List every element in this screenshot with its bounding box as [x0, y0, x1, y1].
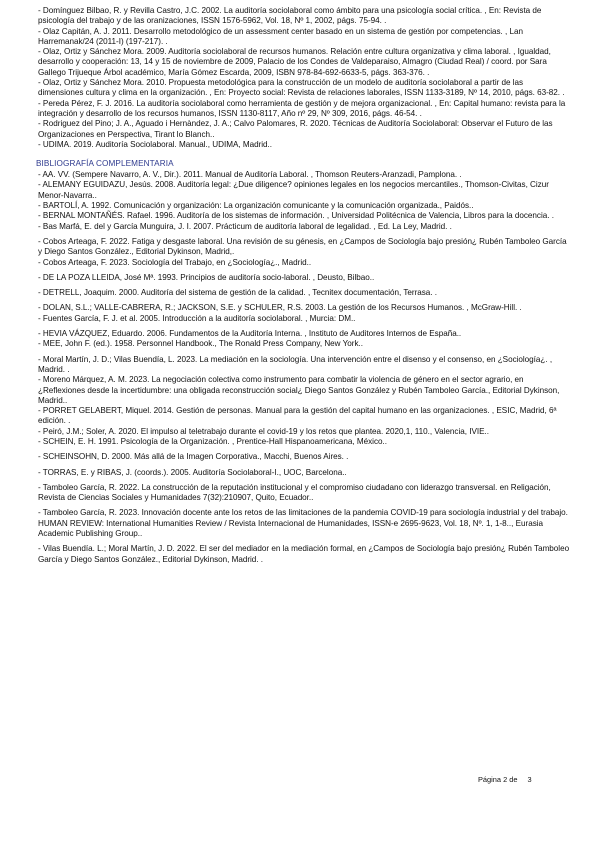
complementary-reference-entry: - Bas Marfá, E. del y García Munguira, J. I. 2007. Prácticum de auditoría laboral de legalidad. , Ed. La Ley, Madrid. . — [38, 221, 452, 231]
complementary-reference-entry: - MEE, John F. (ed.). 1958. Personnel Handbook., The Ronald Press Company, New York.. — [38, 339, 363, 349]
complementary-reference-entry: - ALEMANY EGUIDAZU, Jesús. 2008. Auditoría legal: ¿Due diligence? opiniones legales en los negocios mercantiles., Thomson-Civitas, Cizur Menor-Navarra.. — [38, 180, 549, 200]
page-total: 3 — [527, 775, 532, 784]
document-page — [38, 6, 570, 565]
reference-entry: - Olaz, Ortiz y Sánchez Mora. 2009. Auditoría sociolaboral de recursos humanos. Relación entre cultura organizativa y clima laboral. , Igualdad, desarrollo y cooperación: 13, 14 y 15 de noviembre de 2009, Palacio de los Condes de Valdeparaiso, Almagro (Ciudad Real) / coord. por Sara Gallego Trijueque Árbol académico, María Gómez Escarda, 2009, ISBN 978-84-692-6633-5, págs. 363-376. . — [38, 47, 551, 77]
complementary-reference-entry: - Tamboleo García, R. 2022. La construcción de la reputación institucional y el compromiso ciudadano con liderazgo transversal. en Religación, Revista de Ciencias Sociales y Humanidades 7(32):210907, Quito, Ecuador.. — [38, 482, 551, 503]
complementary-reference-entry: - Tamboleo García, R. 2023. Innovación docente ante los retos de las limitaciones de la pandemia COVID-19 para sociología industrial y del trabajo. HUMAN REVIEW: International Humanities Review / Revista Internacional de Humanidades, ISSN-e 2695-9623, Vol. 18, Nº. 1, 1-8.., Eurasia Academic Publishing Group.. — [38, 508, 568, 539]
complementary-reference-entry: - Cobos Arteaga, F. 2022. Fatiga y desgaste laboral. Una revisión de su génesis, en ¿Campos de Sociología bajo presión¿ Rubén Tamboleo García y Diego Santos González., Editorial Dykinson, Madrid,. — [38, 236, 567, 257]
reference-entry: - Domínguez Bilbao, R. y Revilla Castro, J.C. 2002. La auditoría sociolaboral como ámbito para una psicología social crítica. , En: Revista de psicología del trabajo y de las oranizaciones, ISSN 1576-5962, Vol. 18, Nº 1, 2002, págs. 75-94. . — [38, 6, 542, 26]
complementary-reference-entry: - Vilas Buendía. L.; Moral Martín, J. D. 2022. El ser del mediador en la mediación formal, en ¿Campos de Sociología bajo presión¿ Rubén Tamboleo García y Diego Santos González., Editorial Dykinson, Madrid. . — [38, 544, 570, 564]
complementary-reference-entry: - HEVIA VÁZQUEZ, Eduardo. 2006. Fundamentos de la Auditoría Interna. , Instituto de Auditores Internos de España.. — [38, 329, 462, 339]
page-label: Página 2 de — [478, 775, 518, 784]
complementary-reference-entry: - SCHEINSOHN, D. 2000. Más allá de la Imagen Corporativa., Macchi, Buenos Aires. . — [38, 452, 349, 462]
complementary-reference-entry: - AA. VV. (Sempere Navarro, A. V., Dir.). 2011. Manual de Auditoría Laboral. , Thomson Reuters-Aranzadi, Pamplona. . — [38, 170, 462, 180]
reference-entry: - Olaz Capitán, A. J. 2011. Desarrollo metodológico de un assessment center basado en un sistema de gestión por competencias. , Lan Harremanak/24 (2011-I) (197-217). . — [38, 26, 524, 46]
complementary-reference-entry: - DE LA POZA LLEIDA, José Mª. 1993. Principios de auditoría socio-laboral. , Deusto, Bilbao.. — [38, 272, 375, 282]
complementary-reference-entry: - PORRET GELABERT, Miquel. 2014. Gestión de personas. Manual para la gestión del capital humano en las organizaciones. , ESIC, Madrid, 6ª edición. . — [38, 406, 557, 426]
complementary-reference-entry: - SCHEIN, E. H. 1991. Psicología de la Organización. , Prentice-Hall Hispanoamericana, México.. — [38, 436, 387, 446]
complementary-reference-entry: - Moral Martín, J. D.; Vilas Buendía, L. 2023. La mediación en la sociología. Una intervención entre el disenso y el consenso, en ¿Sociología¿. , Madrid. . — [38, 354, 553, 374]
complementary-references-list — [38, 170, 570, 565]
reference-entry: - Rodriguez del Pino; J. A., Aguado i Hernàndez, J. A.; Calvo Palomares, R. 2020. Técnicas de Auditoría Sociolaboral: Observar el Futuro de las Organizaciones en Perspectiva, Tirant lo Blanch.. — [38, 119, 553, 139]
complementary-reference-entry: - DETRELL, Joaquim. 2000. Auditoría del sistema de gestión de la calidad. , Tecnitex documentación, Terrasa. . — [38, 288, 438, 298]
section-heading-complementary: BIBLIOGRAFÍA COMPLEMENTARIA — [36, 159, 174, 169]
reference-entry: - Pereda Pérez, F. J. 2016. La auditoría sociolaboral como herramienta de gestión y de mejora organizacional. , En: Capital humano: revista para la integración y desarrollo de los recursos humanos, ISSN 1130-8117, Año nº 29, Nº 309, 2016, págs. 46-54. . — [38, 98, 566, 118]
complementary-reference-entry: - Moreno Márquez, A. M. 2023. La negociación colectiva como instrumento para combatir la violencia de género en el sector agrario, en ¿Reflexiones desde la incertidumbre: una obligada reconstrucción social¿ Diego Santos González y Rubén Tamboleo García., Editorial Dykinson, Madrid.. — [38, 375, 560, 405]
complementary-reference-entry: - DOLAN, S.L.; VALLE-CABRERA, R.; JACKSON, S.E. y SCHULER, R.S. 2003. La gestión de los Recursos Humanos. , McGraw-Hill. . — [38, 303, 522, 313]
complementary-reference-entry: - Fuentes García, F. J. et al. 2005. Introducción a la auditoría sociolaboral. , Murcia: DM.. — [38, 313, 356, 323]
reference-entry: - UDIMA. 2019. Auditoría Sociolaboral. Manual., UDIMA, Madrid.. — [38, 139, 273, 149]
reference-entry: - Olaz, Ortiz y Sánchez Mora. 2010. Propuesta metodológica para la construcción de un modelo de auditoría sociolaboral a partir de las dimensiones cultura y clima en la organización. , En: Proyecto social: Revista de relaciones laborales, ISSN 1133-3189, Nº 14, 2010, págs. 63-82. . — [38, 78, 565, 98]
references-list — [38, 6, 570, 150]
complementary-reference-entry: - Cobos Arteaga, F. 2023. Sociología del Trabajo, en ¿Sociología¿., Madrid.. — [38, 257, 312, 267]
complementary-reference-entry: - BARTOLÍ, A. 1992. Comunicación y organización: La organización comunicante y la comunicación organizada., Paidós.. — [38, 201, 474, 211]
complementary-reference-entry: - Peiró, J.M.; Soler, A. 2020. El impulso al teletrabajo durante el covid-19 y los retos que plantea. 2020,1, 110., Valencia, IVIE.. — [38, 426, 489, 436]
complementary-reference-entry: - BERNAL MONTAÑÉS. Rafael. 1996. Auditoría de los sistemas de información. , Universidad Politécnica de Valencia, Libros para la docencia. . — [38, 211, 554, 221]
page-footer — [478, 775, 532, 784]
complementary-reference-entry: - TORRAS, E. y RIBAS, J. (coords.). 2005. Auditoría Sociolaboral-I., UOC, Barcelona.. — [38, 467, 347, 477]
